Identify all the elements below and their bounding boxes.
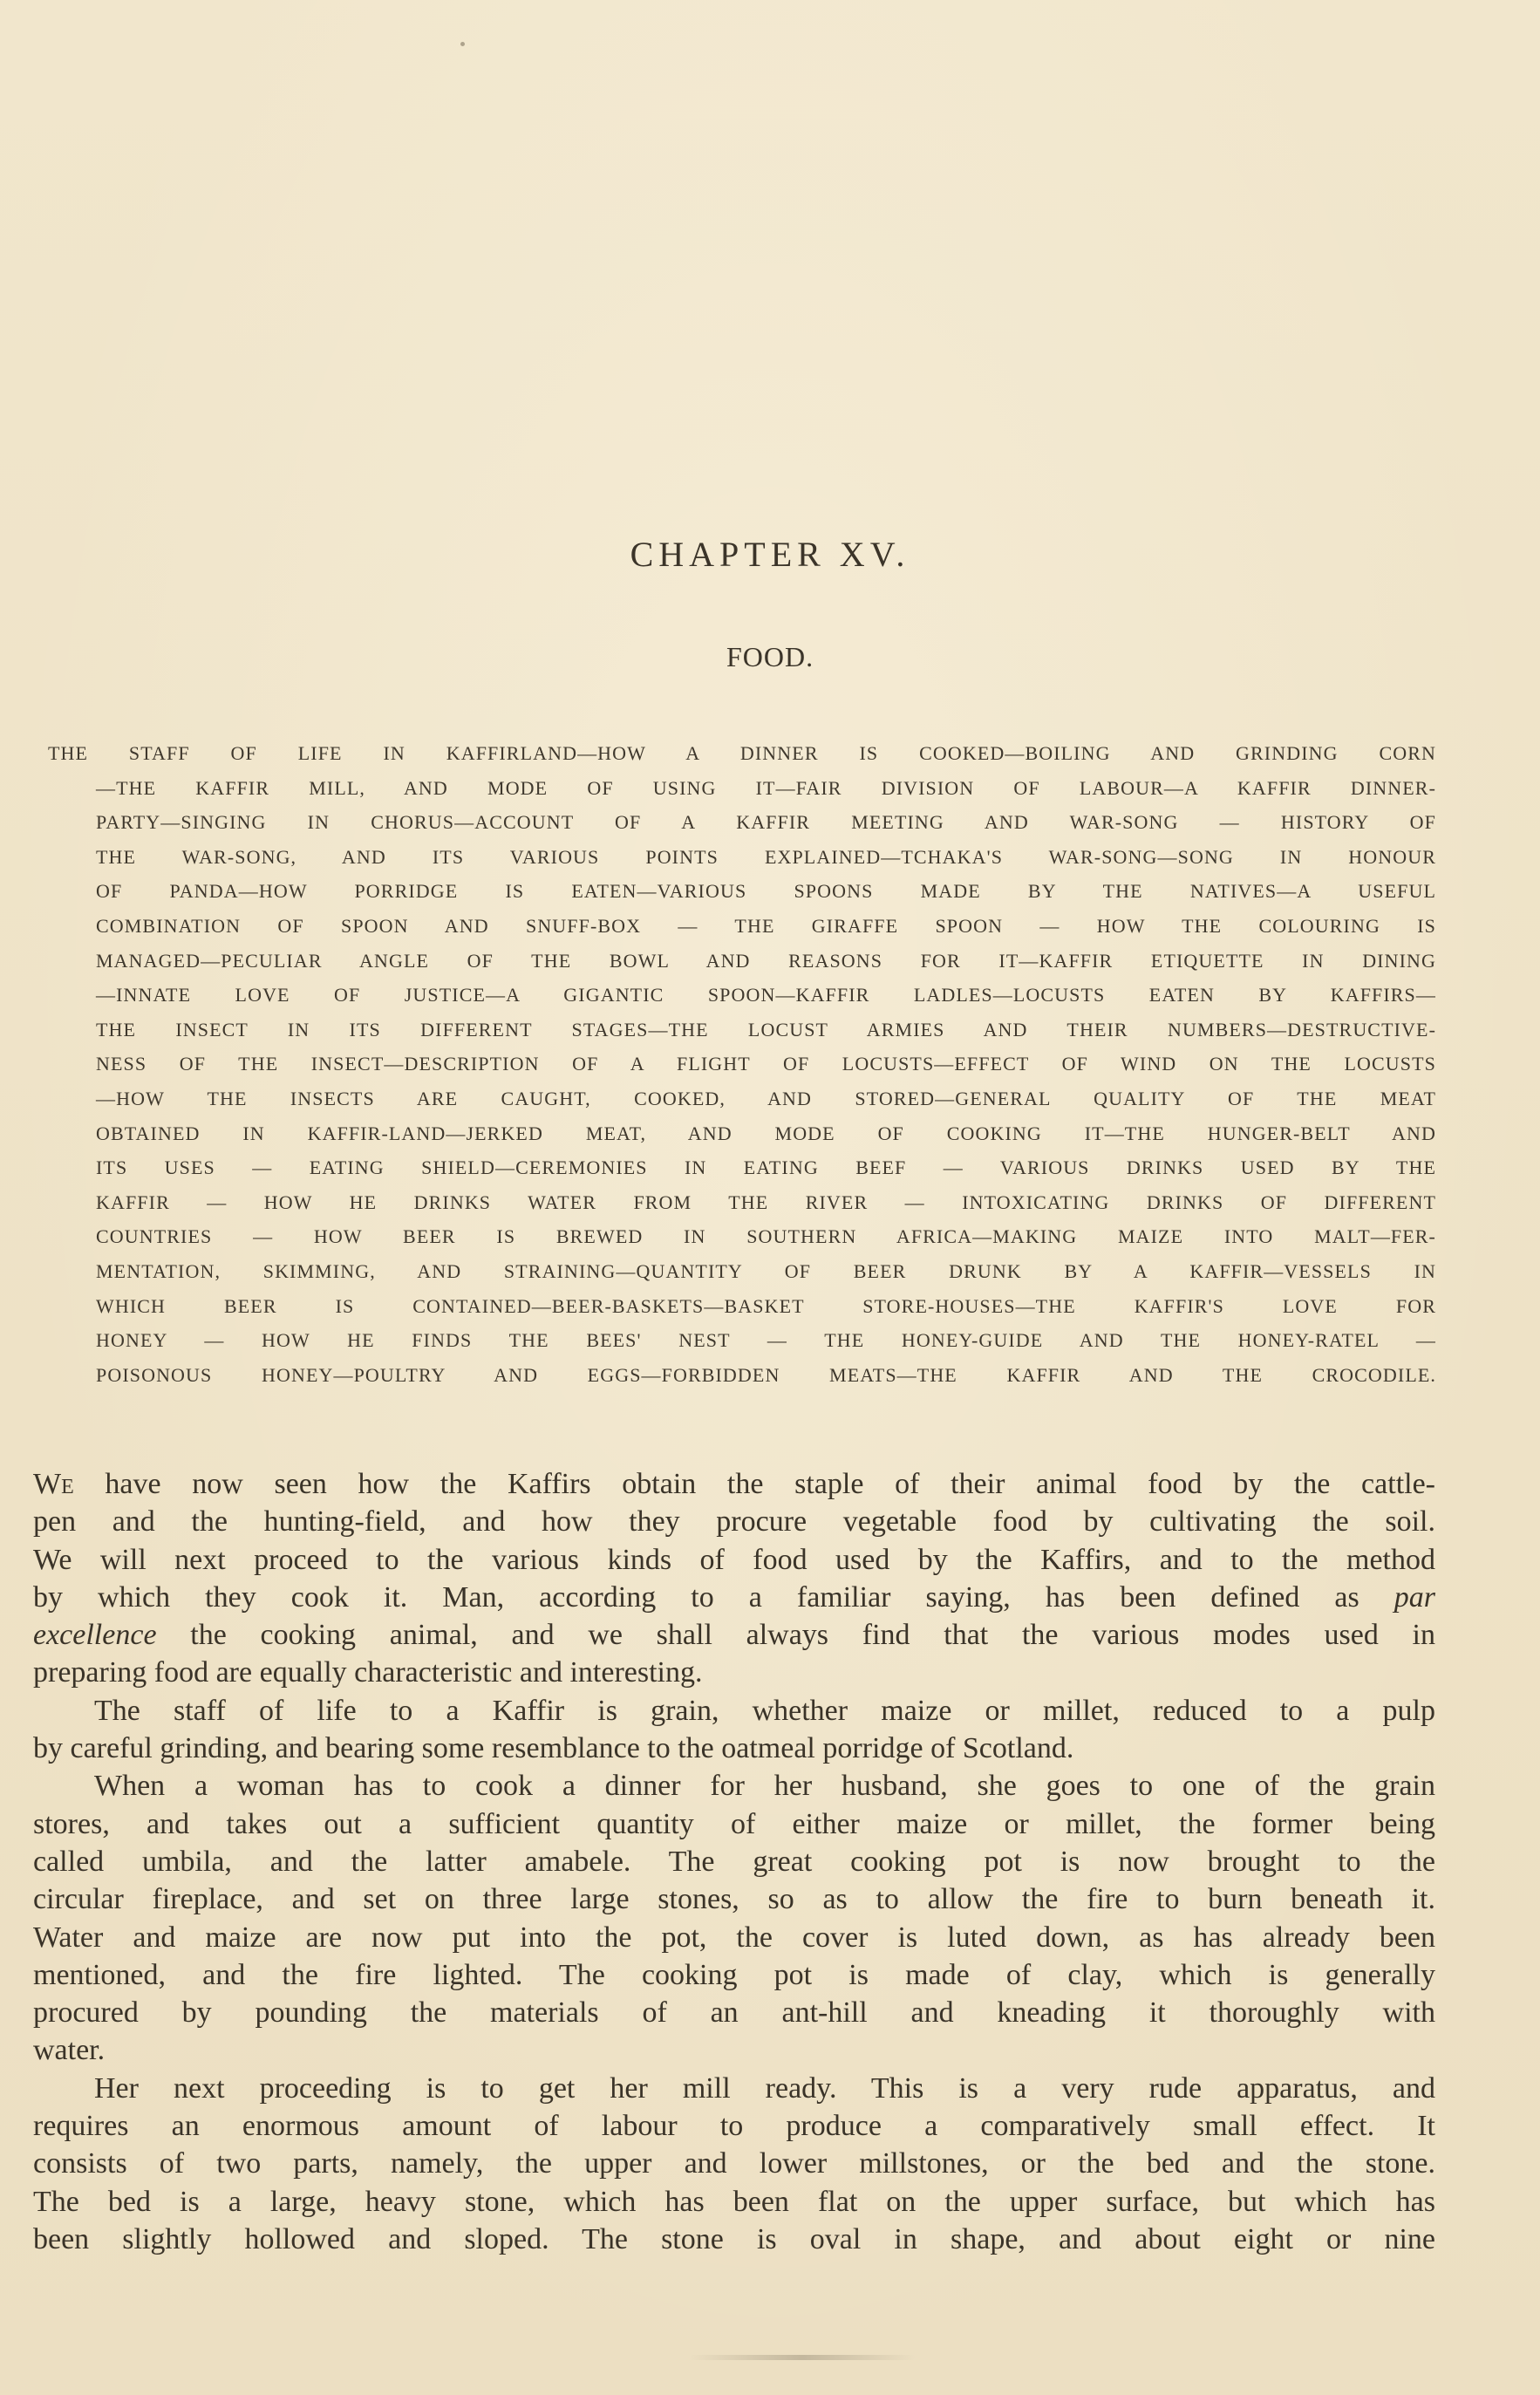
italic-phrase: excellence bbox=[33, 1619, 157, 1652]
synopsis-line: THE INSECT IN ITS DIFFERENT STAGES—THE LOCUST ARMIES AND THEIR NUMBERS—DESTRUCTIVE- bbox=[96, 1018, 1436, 1041]
synopsis-line: POISONOUS HONEY—POULTRY AND EGGS—FORBIDDEN MEATS—THE KAFFIR AND THE CROCODILE. bbox=[96, 1363, 1436, 1386]
paragraph-line bbox=[33, 1579, 1435, 1616]
paragraph-line: preparing food are equally characteristic and interesting. bbox=[33, 1656, 703, 1689]
paragraph-line: water. bbox=[33, 2034, 106, 2067]
synopsis-line: THE WAR-SONG, AND ITS VARIOUS POINTS EXPLAINED—TCHAKA'S WAR-SONG—SONG IN HONOUR bbox=[96, 845, 1436, 868]
paragraph-line: Water and maize are now put into the pot, the cover is luted down, as has already been bbox=[33, 1921, 1435, 1954]
drop-cap: We bbox=[33, 1468, 74, 1500]
synopsis-line: —THE KAFFIR MILL, AND MODE OF USING IT—FAIR DIVISION OF LABOUR—A KAFFIR DINNER- bbox=[96, 776, 1436, 799]
paragraph-line: procured by pounding the materials of an ant-hill and kneading it thoroughly with bbox=[33, 1996, 1435, 2030]
synopsis-line: HONEY — HOW HE FINDS THE BEES' NEST — THE HONEY-GUIDE AND THE HONEY-RATEL — bbox=[96, 1329, 1436, 1352]
paragraph-line bbox=[33, 1465, 1435, 1503]
paragraph-line: pen and the hunting-field, and how they procure vegetable food by cultivating the soil. bbox=[33, 1505, 1435, 1539]
text-run: by which they cook it. Man, according to a familiar saying, has been defined as bbox=[33, 1580, 1394, 1614]
paragraph-line: When a woman has to cook a dinner for her husband, she goes to one of the grain bbox=[94, 1770, 1435, 1803]
paper-smudge bbox=[689, 2355, 916, 2360]
synopsis-line: KAFFIR — HOW HE DRINKS WATER FROM THE RIVER — INTOXICATING DRINKS OF DIFFERENT bbox=[96, 1191, 1436, 1213]
italic-phrase: par bbox=[1393, 1580, 1435, 1614]
synopsis-line: OF PANDA—HOW PORRIDGE IS EATEN—VARIOUS SPOONS MADE BY THE NATIVES—A USEFUL bbox=[96, 880, 1436, 903]
body-text bbox=[33, 1465, 1435, 2258]
synopsis-line: MANAGED—PECULIAR ANGLE OF THE BOWL AND REASONS FOR IT—KAFFIR ETIQUETTE IN DINING bbox=[96, 949, 1436, 972]
chapter-subtitle: FOOD. bbox=[726, 641, 814, 672]
synopsis-line: WHICH BEER IS CONTAINED—BEER-BASKETS—BASKET STORE-HOUSES—THE KAFFIR'S LOVE FOR bbox=[96, 1294, 1436, 1317]
chapter-title: CHAPTER XV. bbox=[630, 535, 910, 574]
synopsis-line: —HOW THE INSECTS ARE CAUGHT, COOKED, AND STORED—GENERAL QUALITY OF THE MEAT bbox=[96, 1087, 1436, 1109]
text-run: the cooking animal, and we shall always find that the various modes used in bbox=[156, 1619, 1435, 1652]
paragraph-line: been slightly hollowed and sloped. The stone is oval in shape, and about eight or nine bbox=[33, 2222, 1435, 2255]
text-run: have now seen how the Kaffirs obtain the staple of their animal food by the cattle- bbox=[73, 1468, 1435, 1500]
paragraph-line: We will next proceed to the various kinds of food used by the Kaffirs, and to the method bbox=[33, 1543, 1435, 1576]
paragraph-line bbox=[33, 1616, 1435, 1654]
synopsis-line: ITS USES — EATING SHIELD—CEREMONIES IN EATING BEEF — VARIOUS DRINKS USED BY THE bbox=[96, 1157, 1436, 1179]
chapter-synopsis bbox=[48, 736, 1436, 1392]
paper-speck bbox=[460, 42, 465, 46]
synopsis-line: OBTAINED IN KAFFIR-LAND—JERKED MEAT, AND MODE OF COOKING IT—THE HUNGER-BELT AND bbox=[96, 1122, 1436, 1144]
paragraph-line: The staff of life to a Kaffir is grain, whether maize or millet, reduced to a pulp bbox=[94, 1694, 1435, 1727]
synopsis-line: NESS OF THE INSECT—DESCRIPTION OF A FLIGHT OF LOCUSTS—EFFECT OF WIND ON THE LOCUSTS bbox=[96, 1053, 1436, 1075]
paragraph-line: requires an enormous amount of labour to produce a comparatively small effect. It bbox=[33, 2110, 1435, 2143]
paragraph-line: stores, and takes out a sufficient quantity of either maize or millet, the former being bbox=[33, 1807, 1435, 1840]
paragraph-line: Her next proceeding is to get her mill ready. This is a very rude apparatus, and bbox=[94, 2071, 1435, 2105]
synopsis-line: THE STAFF OF LIFE IN KAFFIRLAND—HOW A DINNER IS COOKED—BOILING AND GRINDING CORN bbox=[48, 742, 1436, 764]
paragraph-line: The bed is a large, heavy stone, which has been flat on the upper surface, but which has bbox=[33, 2185, 1435, 2218]
paragraph-line: by careful grinding, and bearing some resemblance to the oatmeal porridge of Scotland. bbox=[33, 1732, 1074, 1765]
synopsis-line: COUNTRIES — HOW BEER IS BREWED IN SOUTHERN AFRICA—MAKING MAIZE INTO MALT—FER- bbox=[96, 1225, 1436, 1248]
paragraph-line: consists of two parts, namely, the upper and lower millstones, or the bed and the stone. bbox=[33, 2147, 1435, 2180]
synopsis-line: —INNATE LOVE OF JUSTICE—A GIGANTIC SPOON—KAFFIR LADLES—LOCUSTS EATEN BY KAFFIRS— bbox=[96, 984, 1436, 1006]
synopsis-line: PARTY—SINGING IN CHORUS—ACCOUNT OF A KAFFIR MEETING AND WAR-SONG — HISTORY OF bbox=[96, 811, 1436, 834]
synopsis-line: MENTATION, SKIMMING, AND STRAINING—QUANTITY OF BEER DRUNK BY A KAFFIR—VESSELS IN bbox=[96, 1259, 1436, 1282]
paragraph-line: circular fireplace, and set on three large stones, so as to allow the fire to burn beneath it. bbox=[33, 1883, 1435, 1916]
paragraph-line: called umbila, and the latter amabele. The great cooking pot is now brought to the bbox=[33, 1845, 1435, 1878]
paragraph-line: mentioned, and the fire lighted. The cooking pot is made of clay, which is generally bbox=[33, 1958, 1435, 1991]
synopsis-line: COMBINATION OF SPOON AND SNUFF-BOX — THE GIRAFFE SPOON — HOW THE COLOURING IS bbox=[96, 914, 1436, 937]
